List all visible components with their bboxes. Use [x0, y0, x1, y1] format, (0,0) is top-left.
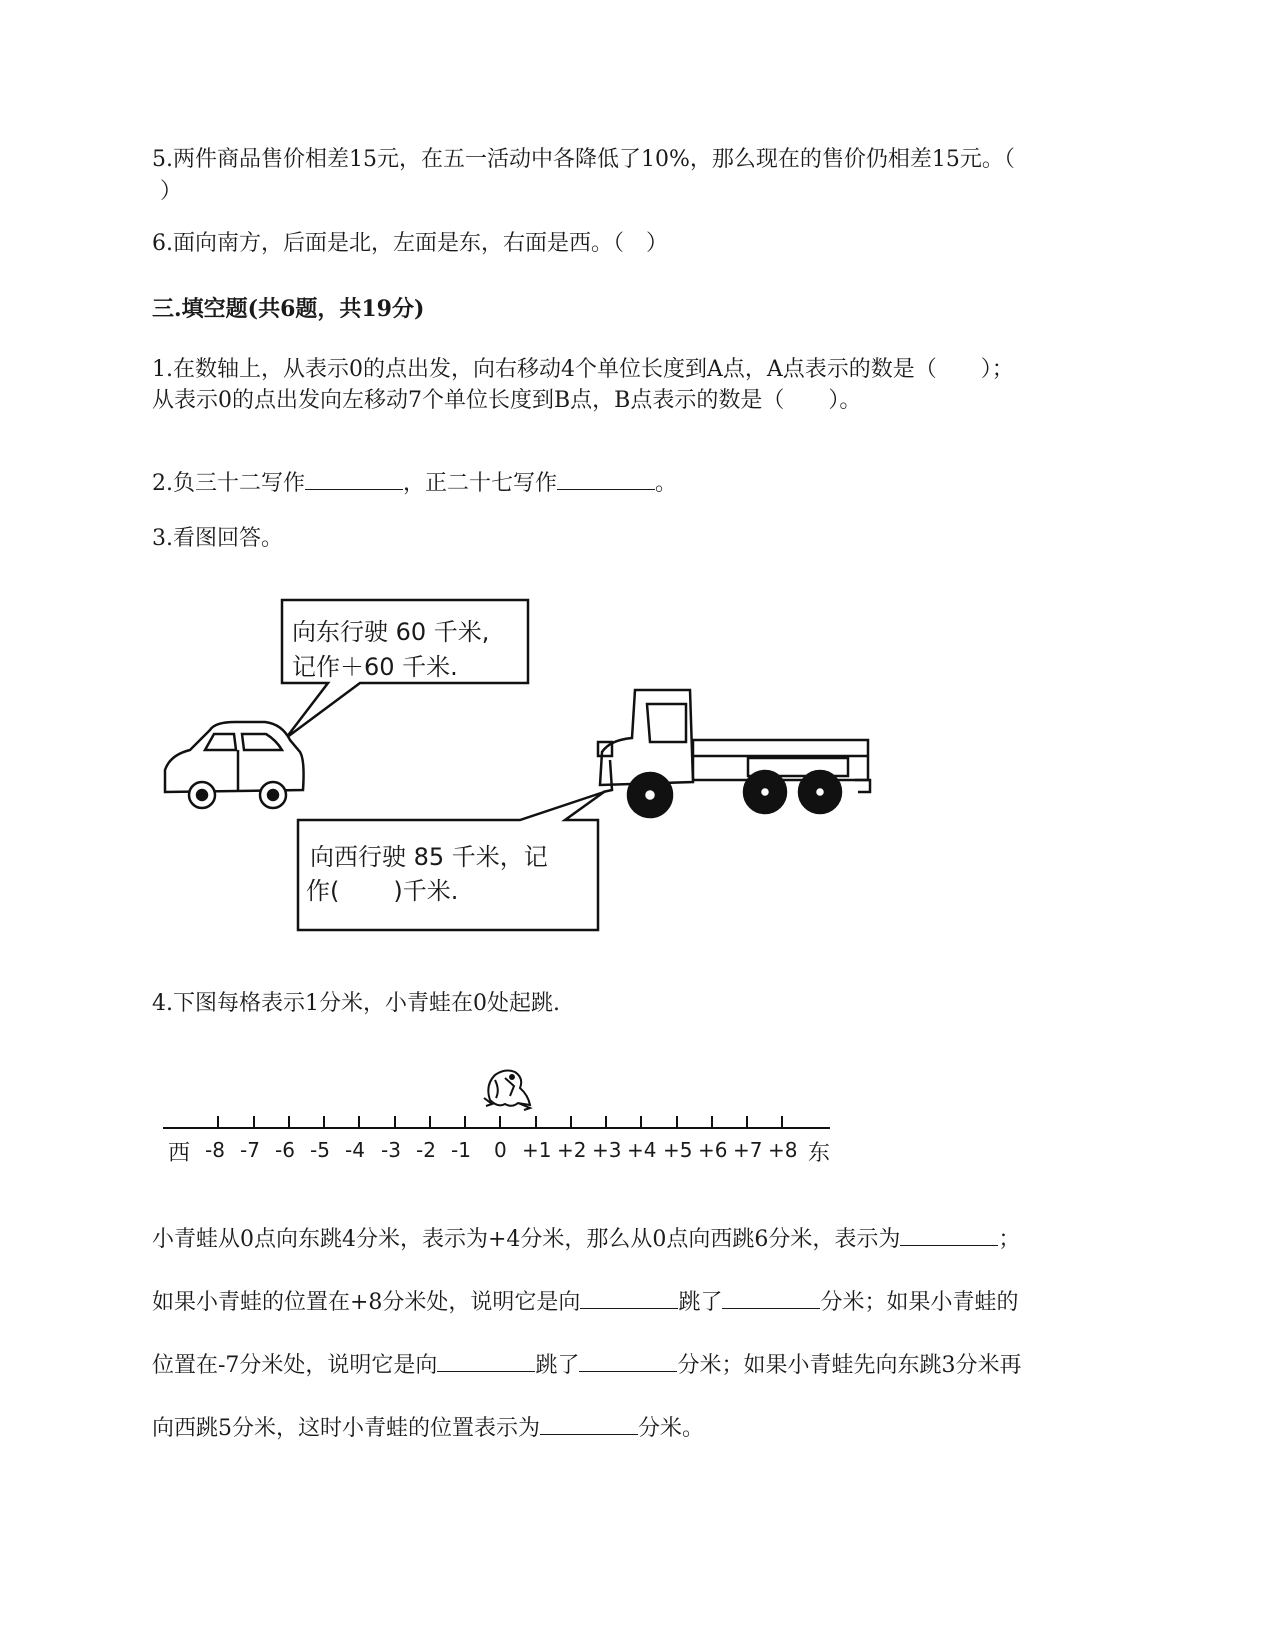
- q1-text-c: 从表示0的点出发向左移动7个单位长度到B点，B点表示的数是（: [152, 388, 785, 413]
- q4-para1-text-b: ；: [998, 1227, 1021, 1252]
- number-line: [163, 1116, 830, 1128]
- tick-label: +8: [768, 1138, 798, 1162]
- q4-para2-text-a: 如果小青蛙的位置在+8分米处，说明它是向: [152, 1290, 581, 1315]
- q4-blank-3[interactable]: [722, 1288, 820, 1309]
- tick-label: -1: [451, 1138, 471, 1162]
- q2-text-c: 。: [655, 471, 678, 496]
- q4-para3: [152, 1351, 1021, 1381]
- q1-text-a: 1.在数轴上，从表示0的点出发，向右移动4个单位长度到A点，A点表示的数是（: [152, 357, 937, 382]
- car-illustration: [165, 722, 304, 808]
- tick-label: -5: [310, 1138, 330, 1162]
- tick-label: -7: [240, 1138, 260, 1162]
- tick-label: +2: [557, 1138, 587, 1162]
- q4-blank-6[interactable]: [540, 1414, 638, 1435]
- q4-blank-1[interactable]: [900, 1225, 998, 1246]
- axis-east-label: 东: [808, 1141, 831, 1166]
- tick-label: +4: [627, 1138, 657, 1162]
- frog-icon: [484, 1071, 530, 1110]
- bubble-west-text-a: 作(: [306, 877, 340, 905]
- tick-label: -3: [381, 1138, 401, 1162]
- q4-para3-text-b: 跳了: [535, 1353, 580, 1378]
- tick-label: 0: [494, 1138, 507, 1162]
- q5-line2: ）: [160, 179, 183, 204]
- tick-label: -6: [275, 1138, 295, 1162]
- q4-para3-text-a: 位置在-7分米处，说明它是向: [152, 1353, 438, 1378]
- q4-blank-4[interactable]: [437, 1351, 535, 1372]
- q1-text-b: ）；: [980, 357, 1014, 382]
- tick-label: +7: [733, 1138, 763, 1162]
- bubble-east-line2: 记作＋60 千米.: [292, 653, 458, 681]
- q3-text: 3.看图回答。: [152, 526, 283, 551]
- tick-label: +1: [522, 1138, 552, 1162]
- tick-label: -2: [416, 1138, 436, 1162]
- q2-text-a: 2.负三十二写作: [152, 471, 305, 496]
- q4-para2-text-b: 跳了: [678, 1290, 723, 1315]
- q4-para2-text-c: 分米；如果小青蛙的: [820, 1290, 1019, 1315]
- tick-label: -4: [345, 1138, 365, 1162]
- q6: 6.面向南方，后面是北，左面是东，右面是西。（ ）: [152, 231, 668, 256]
- q4-para4-text-b: 分米。: [638, 1416, 705, 1441]
- tick-label: +3: [592, 1138, 622, 1162]
- q5-line1: 5.两件商品售价相差15元，在五一活动中各降低了10%，那么现在的售价仍相差15元。（: [152, 147, 1015, 172]
- q4-blank-2[interactable]: [580, 1288, 678, 1309]
- section-title: 三.填空题(共6题，共19分): [152, 296, 425, 322]
- tick-label: +6: [698, 1138, 728, 1162]
- axis-west-label: 西: [168, 1141, 191, 1166]
- truck-illustration: [598, 690, 870, 817]
- tick-label: +5: [663, 1138, 693, 1162]
- q1-text-d: ）。: [828, 388, 862, 413]
- q4-para1-text-a: 小青蛙从0点向东跳4分米，表示为+4分米，那么从0点向西跳6分米，表示为: [152, 1227, 901, 1252]
- bubble-west-line2: [306, 874, 458, 908]
- q4-para1: [152, 1225, 1020, 1255]
- q4-para3-text-c: 分米；如果小青蛙先向东跳3分米再: [677, 1353, 1022, 1378]
- q4-para2: [152, 1288, 1018, 1318]
- q4-para4-text-a: 向西跳5分米，这时小青蛙的位置表示为: [152, 1416, 540, 1441]
- bubble-west-text-b: )千米.: [393, 877, 459, 905]
- q4-para4: [152, 1414, 704, 1444]
- q2-text-b: ，正二十七写作: [403, 471, 558, 496]
- q4-text: 4.下图每格表示1分米，小青蛙在0处起跳.: [152, 991, 560, 1016]
- bubble-east-line1: 向东行驶 60 千米,: [292, 618, 490, 646]
- tick-label: -8: [205, 1138, 225, 1162]
- q4-blank-5[interactable]: [579, 1351, 677, 1372]
- bubble-west-line1: 向西行驶 85 千米，记: [310, 843, 548, 871]
